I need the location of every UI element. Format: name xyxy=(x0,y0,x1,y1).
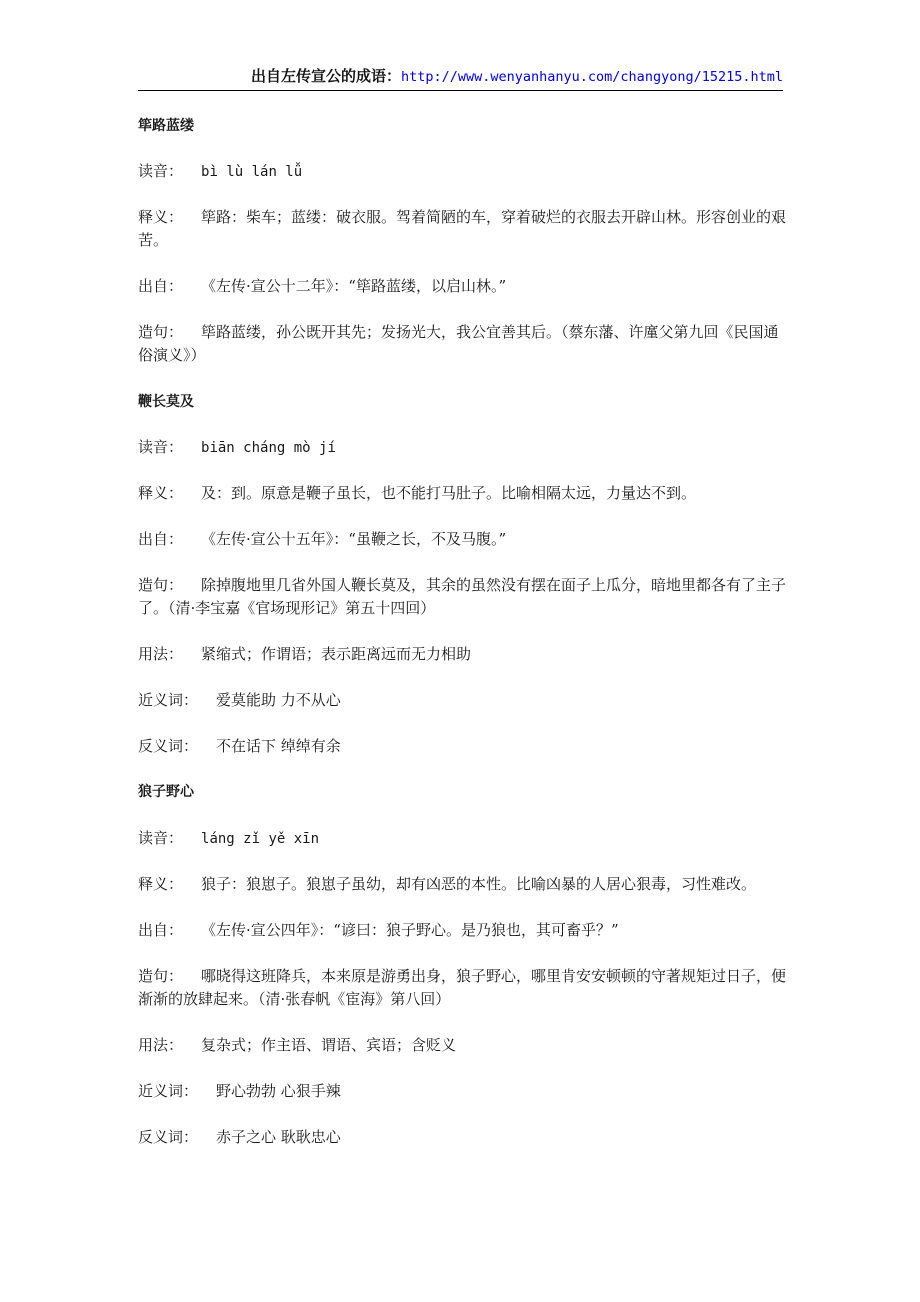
source-row xyxy=(138,275,788,298)
source-value: 《左传·宣公四年》：“谚曰：狼子野心。是乃狼也，其可畜乎？” xyxy=(201,921,619,939)
idiom-title: 狼子野心 xyxy=(138,784,194,800)
example-value: 哪晓得这班降兵，本来原是游勇出身，狼子野心，哪里肯安安顿顿的守著规矩过日子，便渐渐的放肆起来。（清·张春帆《宦海》第八回） xyxy=(138,967,787,1008)
idiom-title: 筚路蓝缕 xyxy=(138,118,194,134)
example-label: 造句： xyxy=(138,323,184,341)
pronunciation-value: biān cháng mò jí xyxy=(201,440,336,456)
antonyms-value: 赤子之心 耿耿忠心 xyxy=(216,1128,341,1146)
pronunciation-label: 读音： xyxy=(138,162,184,180)
source-value: 《左传·宣公十二年》：“筚路蓝缕，以启山林。” xyxy=(201,277,507,295)
page-header xyxy=(138,64,783,91)
meaning-value: 及：到。原意是鞭子虽长，也不能打马肚子。比喻相隔太远，力量达不到。 xyxy=(201,484,697,502)
source-link[interactable]: http://www.wenyanhanyu.com/changyong/15215.html xyxy=(400,69,783,85)
synonyms-row xyxy=(138,689,788,712)
meaning-row xyxy=(138,206,788,252)
synonyms-label: 近义词： xyxy=(138,1082,199,1100)
meaning-row xyxy=(138,482,788,505)
pronunciation-value: láng zǐ yě xīn xyxy=(201,831,320,847)
source-label: 出自： xyxy=(138,921,184,939)
example-row xyxy=(138,321,788,367)
meaning-label: 释义： xyxy=(138,484,184,502)
idiom-title: 鞭长莫及 xyxy=(138,394,194,410)
usage-row xyxy=(138,643,788,666)
usage-label: 用法： xyxy=(138,1036,184,1054)
meaning-row xyxy=(138,873,788,896)
antonyms-label: 反义词： xyxy=(138,737,199,755)
source-label: 出自： xyxy=(138,530,184,548)
antonyms-value: 不在话下 绰绰有余 xyxy=(216,737,341,755)
synonyms-value: 野心勃勃 心狠手辣 xyxy=(216,1082,341,1100)
pronunciation-row xyxy=(138,827,788,851)
meaning-label: 释义： xyxy=(138,208,184,226)
example-label: 造句： xyxy=(138,576,184,594)
meaning-value: 筚路：柴车；蓝缕：破衣服。驾着简陋的车，穿着破烂的衣服去开辟山林。形容创业的艰苦。 xyxy=(138,208,787,249)
example-row xyxy=(138,965,788,1011)
antonyms-label: 反义词： xyxy=(138,1128,199,1146)
source-label: 出自： xyxy=(138,277,184,295)
meaning-value: 狼子：狼崽子。狼崽子虽幼，却有凶恶的本性。比喻凶暴的人居心狠毒，习性难改。 xyxy=(201,875,757,893)
pronunciation-value: bì lù lán lǚ xyxy=(201,164,303,180)
usage-label: 用法： xyxy=(138,645,184,663)
pronunciation-label: 读音： xyxy=(138,829,184,847)
synonyms-row xyxy=(138,1080,788,1103)
pronunciation-row xyxy=(138,436,788,460)
meaning-label: 释义： xyxy=(138,875,184,893)
usage-row xyxy=(138,1034,788,1057)
synonyms-value: 爱莫能助 力不从心 xyxy=(216,691,341,709)
source-row xyxy=(138,528,788,551)
synonyms-label: 近义词： xyxy=(138,691,199,709)
source-value: 《左传·宣公十五年》：“虽鞭之长，不及马腹。” xyxy=(201,530,507,548)
example-value: 除掉腹地里几省外国人鞭长莫及，其余的虽然没有摆在面子上瓜分，暗地里都各有了主子了。（清·李宝嘉《官场现形记》第五十四回） xyxy=(138,576,787,617)
source-row xyxy=(138,919,788,942)
antonyms-row xyxy=(138,735,788,758)
usage-value: 复杂式；作主语、谓语、宾语；含贬义 xyxy=(201,1036,457,1054)
example-value: 筚路蓝缕，孙公既开其先；发扬光大，我公宜善其后。（蔡东藩、许廑父第九回《民国通俗演义》） xyxy=(138,323,779,364)
usage-value: 紧缩式；作谓语；表示距离远而无力相助 xyxy=(201,645,472,663)
antonyms-row xyxy=(138,1126,788,1149)
pronunciation-row xyxy=(138,160,788,184)
pronunciation-label: 读音： xyxy=(138,438,184,456)
example-row xyxy=(138,574,788,620)
header-label: 出自左传宣公的成语： xyxy=(250,67,401,85)
example-label: 造句： xyxy=(138,967,184,985)
